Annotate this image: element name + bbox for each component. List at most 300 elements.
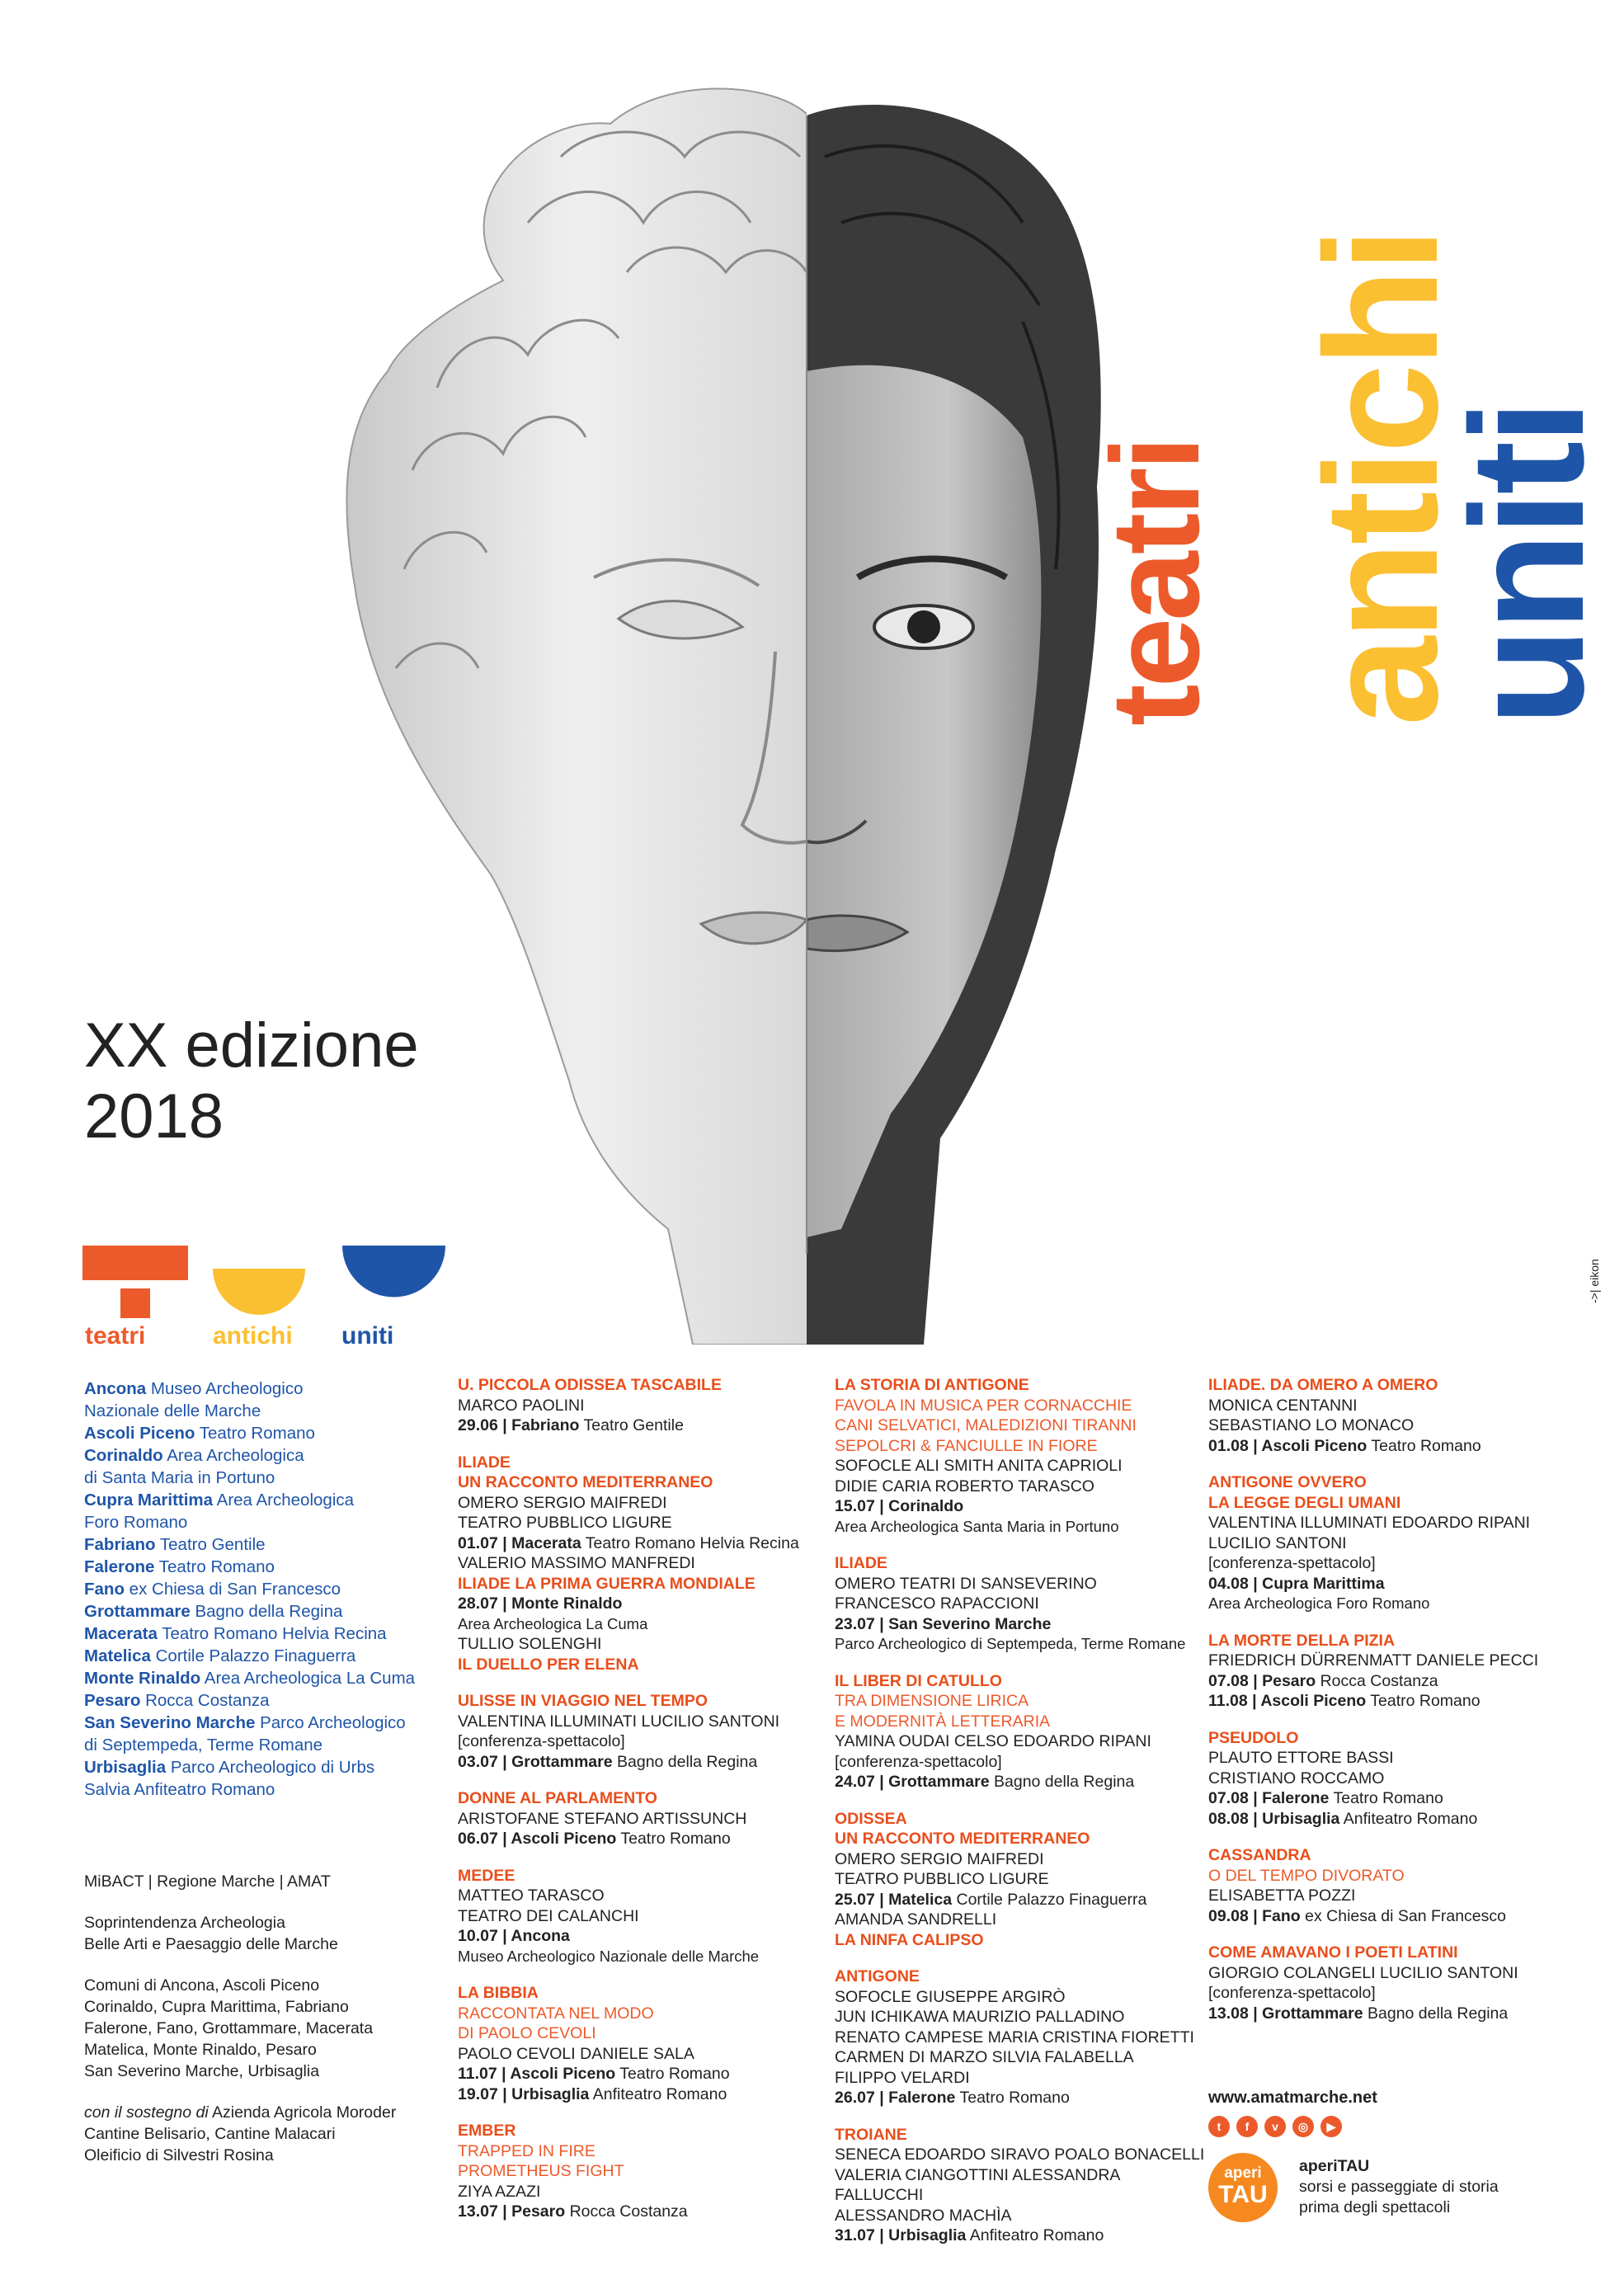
event-date: 31.07 bbox=[835, 2226, 875, 2244]
event-city: Grottammare bbox=[888, 1773, 990, 1791]
tau-logo-t-bar bbox=[82, 1246, 188, 1280]
program-column-2 bbox=[835, 1375, 1206, 2263]
event-credits: [conferenza-spettacolo] bbox=[1208, 1984, 1376, 2002]
venue-city: Macerata bbox=[84, 1624, 158, 1643]
title-word-uniti: uniti bbox=[1438, 403, 1617, 726]
event-venue: Teatro Romano bbox=[1333, 1789, 1443, 1807]
design-credit: ->| eikon bbox=[1588, 1259, 1601, 1303]
event-credits: SOFOCLE ALI SMITH ANITA CAPRIOLI bbox=[835, 1457, 1123, 1475]
event-date: 19.07 bbox=[458, 2084, 498, 2103]
soprintendenza-line: Soprintendenza Archeologia Belle Arti e Paesaggio delle Marche bbox=[84, 1914, 338, 1953]
statue-face-illustration bbox=[313, 58, 1138, 1345]
event-date: 01.08 bbox=[1208, 1436, 1249, 1455]
event-title: UN RACCONTO MEDITERRANEO bbox=[458, 1473, 713, 1491]
event-credits: OMERO TEATRI DI SANSEVERINO bbox=[835, 1574, 1097, 1593]
venue-line bbox=[84, 1533, 464, 1556]
event-entry bbox=[458, 1866, 821, 1967]
event-date: 13.07 bbox=[458, 2202, 498, 2221]
event-entry bbox=[458, 1788, 821, 1849]
partners-block bbox=[84, 1871, 464, 2186]
event-subtitle: TRA DIMENSIONE LIRICA bbox=[835, 1692, 1029, 1710]
event-credits: OMERO SERGIO MAIFREDI bbox=[458, 1493, 667, 1512]
event-date-line bbox=[1208, 1574, 1571, 1594]
venue-place: di Septempeda, Terme Romane bbox=[84, 1736, 323, 1755]
event-venue: Anfiteatro Romano bbox=[592, 2084, 727, 2103]
event-credits: MATTEO TARASCO bbox=[458, 1886, 605, 1905]
event-date-line bbox=[1208, 1788, 1571, 1809]
event-title: ANTIGONE bbox=[835, 1967, 920, 1985]
event-entry bbox=[458, 1453, 821, 1574]
venue-line bbox=[84, 1467, 464, 1489]
event-date-line bbox=[835, 1772, 1206, 1792]
event-credits: TEATRO PUBBLICO LIGURE bbox=[458, 1514, 672, 1532]
event-date: 23.07 bbox=[835, 1614, 875, 1633]
event-venue: Rocca Costanza bbox=[569, 2202, 688, 2221]
venue-line bbox=[84, 1778, 464, 1801]
event-date: 26.07 bbox=[835, 2089, 875, 2107]
event-entry bbox=[1208, 1943, 1571, 2023]
event-date-line bbox=[835, 2088, 1206, 2108]
event-subtitle: TRAPPED IN FIRE bbox=[458, 2141, 595, 2160]
event-entry bbox=[835, 1966, 1206, 2108]
event-date-line bbox=[835, 1496, 1206, 1517]
event-subtitle: FAVOLA IN MUSICA PER CORNACCHIE bbox=[835, 1396, 1132, 1415]
event-credits: MONICA CENTANNI bbox=[1208, 1396, 1358, 1415]
event-title: UN RACCONTO MEDITERRANEO bbox=[835, 1830, 1090, 1848]
event-title: CASSANDRA bbox=[1208, 1846, 1311, 1864]
event-credits: CRISTIANO ROCCAMO bbox=[1208, 1769, 1385, 1788]
event-venue-note: Area Archeologica La Cuma bbox=[458, 1614, 648, 1632]
venue-line bbox=[84, 1734, 464, 1756]
date-separator: | bbox=[874, 1614, 889, 1633]
social-icons bbox=[1208, 2116, 1588, 2137]
event-venue: Anfiteatro Romano bbox=[1343, 1809, 1478, 1828]
event-entry bbox=[835, 1809, 1206, 1930]
event-credits: PLAUTO ETTORE BASSI bbox=[1208, 1749, 1394, 1767]
event-title: IL LIBER DI CATULLO bbox=[835, 1671, 1002, 1690]
venue-place: Cortile Palazzo Finaguerra bbox=[155, 1646, 356, 1665]
event-credits: TEATRO PUBBLICO LIGURE bbox=[835, 1870, 1049, 1888]
venue-place: Bagno della Regina bbox=[195, 1602, 343, 1621]
venue-city: San Severino Marche bbox=[84, 1713, 256, 1732]
vimeo-icon[interactable]: v bbox=[1264, 2116, 1286, 2137]
logo-label-uniti: uniti bbox=[341, 1322, 394, 1349]
event-city: Fano bbox=[1262, 1906, 1301, 1925]
event-date-line bbox=[458, 1752, 821, 1773]
venue-place: ex Chiesa di San Francesco bbox=[129, 1580, 341, 1599]
event-title: IL DUELLO PER ELENA bbox=[458, 1655, 639, 1674]
event-credits: OMERO SERGIO MAIFREDI bbox=[835, 1849, 1044, 1868]
venue-line bbox=[84, 1689, 464, 1712]
date-separator: | bbox=[874, 2226, 889, 2244]
event-date-line bbox=[458, 1533, 821, 1554]
venue-place: Teatro Romano bbox=[199, 1424, 315, 1443]
event-title: DONNE AL PARLAMENTO bbox=[458, 1789, 657, 1807]
event-city: San Severino Marche bbox=[888, 1614, 1052, 1633]
event-subtitle: CANI SELVATICI, MALEDIZIONI TIRANNI bbox=[835, 1416, 1137, 1434]
event-credits: ZIYA AZAZI bbox=[458, 2182, 541, 2201]
event-date: 29.06 bbox=[458, 1416, 498, 1434]
event-title: ILIADE bbox=[835, 1554, 887, 1572]
event-date-line bbox=[835, 2226, 1206, 2246]
tau-logo-t-stem bbox=[120, 1288, 150, 1318]
sponsors-line: con il sostegno di Azienda Agricola Moroder Cantine Belisario, Cantine Malacari Oleificio di Silvestri Rosina bbox=[84, 2103, 397, 2164]
event-entry bbox=[1208, 1375, 1571, 1456]
event-entry bbox=[1208, 1728, 1571, 1830]
venue-line bbox=[84, 1378, 464, 1400]
event-credits: GIORGIO COLANGELI LUCILIO SANTONI bbox=[1208, 1963, 1518, 1982]
venue-city: Grottammare bbox=[84, 1602, 191, 1621]
event-title: LA LEGGE DEGLI UMANI bbox=[1208, 1493, 1401, 1512]
event-credits: SOFOCLE GIUSEPPE ARGIRÒ bbox=[835, 1987, 1066, 2006]
venue-place: Parco Archeologico bbox=[260, 1713, 406, 1732]
event-credits: JUN ICHIKAWA MAURIZIO PALLADINO bbox=[835, 2008, 1125, 2026]
aperitau-text: aperiTAU sorsi e passeggiate di storia prima degli spettacoli bbox=[1299, 2157, 1499, 2216]
event-city: Cupra Marittima bbox=[1262, 1574, 1385, 1593]
event-venue: Bagno della Regina bbox=[1367, 2004, 1509, 2023]
edition-heading bbox=[84, 1010, 419, 1152]
event-city: Urbisaglia bbox=[1262, 1809, 1340, 1828]
event-date: 10.07 bbox=[458, 1927, 498, 1945]
event-date-line bbox=[458, 2064, 821, 2084]
edition-year: 2018 bbox=[84, 1081, 224, 1152]
event-date: 09.08 bbox=[1208, 1906, 1249, 1925]
event-entry bbox=[835, 1375, 1206, 1537]
event-credits: ELISABETTA POZZI bbox=[1208, 1886, 1356, 1905]
venue-city: Matelica bbox=[84, 1646, 151, 1665]
event-entry bbox=[835, 1671, 1206, 1792]
human-half bbox=[807, 105, 1101, 1345]
event-date: 07.08 bbox=[1208, 1671, 1249, 1690]
event-date-line bbox=[458, 1594, 821, 1614]
event-city: Urbisaglia bbox=[511, 2084, 590, 2103]
event-title: MEDEE bbox=[458, 1866, 515, 1885]
institutions-line: MiBACT | Regione Marche | AMAT bbox=[84, 1872, 331, 1891]
event-venue-note: Museo Archeologico Nazionale delle Marche bbox=[458, 1947, 760, 1965]
event-title: COME AMAVANO I POETI LATINI bbox=[1208, 1943, 1458, 1962]
event-city: Monte Rinaldo bbox=[511, 1594, 623, 1613]
event-venue: Teatro Romano bbox=[1371, 1436, 1481, 1455]
venue-city: Fano bbox=[84, 1580, 125, 1599]
event-subtitle: O DEL TEMPO DIVORATO bbox=[1208, 1866, 1405, 1885]
event-title: ULISSE IN VIAGGIO NEL TEMPO bbox=[458, 1692, 708, 1710]
event-credits: TEATRO DEI CALANCHI bbox=[458, 1906, 639, 1925]
event-city: Corinaldo bbox=[888, 1497, 964, 1515]
date-separator: | bbox=[497, 2065, 511, 2083]
date-separator: | bbox=[497, 1927, 511, 1945]
event-title: LA NINFA CALIPSO bbox=[835, 1930, 984, 1949]
date-separator: | bbox=[1248, 1906, 1263, 1925]
event-venue-note: Area Archeologica Santa Maria in Portuno bbox=[835, 1517, 1119, 1535]
tau-logo-u-shape bbox=[342, 1246, 445, 1298]
event-credits: YAMINA OUDAI CELSO EDOARDO RIPANI bbox=[835, 1732, 1151, 1750]
event-date: 25.07 bbox=[835, 1890, 875, 1909]
event-date-line bbox=[1208, 2004, 1571, 2024]
venue-place: Salvia Anfiteatro Romano bbox=[84, 1780, 275, 1799]
twitter-icon[interactable]: t bbox=[1208, 2116, 1230, 2137]
event-credits: SENECA EDOARDO SIRAVO POALO BONACELLI bbox=[835, 2145, 1205, 2164]
venue-line bbox=[84, 1623, 464, 1645]
event-date: 08.08 bbox=[1208, 1809, 1249, 1828]
event-entry bbox=[458, 1983, 821, 2104]
venue-place: Museo Archeologico bbox=[150, 1379, 304, 1398]
event-date-line bbox=[1208, 1671, 1571, 1692]
event-date-line bbox=[458, 1415, 821, 1436]
event-title: ODISSEA bbox=[835, 1809, 907, 1828]
event-date-line bbox=[458, 2084, 821, 2105]
website-link[interactable]: www.amatmarche.net bbox=[1208, 2089, 1377, 2107]
event-date: 01.07 bbox=[458, 1533, 498, 1552]
event-title: EMBER bbox=[458, 2122, 516, 2140]
event-date-line bbox=[458, 1829, 821, 1849]
event-venue: Teatro Romano bbox=[620, 1830, 731, 1848]
event-venue: Teatro Romano bbox=[619, 2065, 730, 2083]
event-subtitle: PROMETHEUS FIGHT bbox=[458, 2162, 624, 2180]
event-title: LA BIBBIA bbox=[458, 1984, 539, 2002]
event-venue: Teatro Romano bbox=[959, 2089, 1070, 2107]
event-credits: RENATO CAMPESE MARIA CRISTINA FIORETTI bbox=[835, 2028, 1194, 2047]
date-separator: | bbox=[497, 1594, 512, 1613]
event-entry bbox=[1208, 1845, 1571, 1926]
date-separator: | bbox=[1248, 1789, 1263, 1807]
date-separator: | bbox=[497, 1752, 512, 1771]
event-city: Ascoli Piceno bbox=[511, 1830, 617, 1848]
event-city: Falerone bbox=[888, 2089, 956, 2107]
venue-city: Pesaro bbox=[84, 1691, 141, 1710]
event-venue-note: Area Archeologica Foro Romano bbox=[1208, 1594, 1430, 1612]
event-credits: TULLIO SOLENGHI bbox=[458, 1635, 602, 1653]
event-entry bbox=[458, 1375, 821, 1436]
event-city: Pesaro bbox=[511, 2202, 566, 2221]
event-venue: Bagno della Regina bbox=[617, 1752, 758, 1771]
program-column-3 bbox=[1208, 1375, 1571, 2040]
venue-place: Teatro Romano bbox=[158, 1557, 275, 1576]
event-title: PSEUDOLO bbox=[1208, 1728, 1299, 1747]
event-date: 11.07 bbox=[458, 2065, 497, 2083]
event-city: Grottammare bbox=[1262, 2004, 1363, 2023]
date-separator: | bbox=[1247, 1692, 1261, 1710]
event-date: 13.08 bbox=[1208, 2004, 1249, 2023]
event-entry bbox=[458, 1574, 821, 1655]
event-venue: ex Chiesa di San Francesco bbox=[1305, 1906, 1506, 1925]
event-date: 15.07 bbox=[835, 1497, 875, 1515]
facebook-icon[interactable]: f bbox=[1236, 2116, 1258, 2137]
event-city: Matelica bbox=[888, 1890, 953, 1909]
event-subtitle: DI PAOLO CEVOLI bbox=[458, 2024, 596, 2042]
venue-city: Monte Rinaldo bbox=[84, 1669, 201, 1688]
event-credits: [conferenza-spettacolo] bbox=[835, 1752, 1002, 1771]
event-subtitle: SEPOLCRI & FANCIULLE IN FIORE bbox=[835, 1436, 1098, 1455]
event-entry bbox=[458, 1655, 821, 1675]
event-credits: VALERIA CIANGOTTINI ALESSANDRA FALLUCCHI bbox=[835, 2165, 1120, 2204]
event-date-line bbox=[1208, 1906, 1571, 1927]
event-date-line bbox=[1208, 1691, 1571, 1712]
date-separator: | bbox=[1248, 1436, 1262, 1455]
venue-line bbox=[84, 1511, 464, 1533]
event-city: Ascoli Piceno bbox=[510, 2065, 616, 2083]
event-venue: Anfiteatro Romano bbox=[969, 2226, 1104, 2244]
venue-line bbox=[84, 1444, 464, 1467]
date-separator: | bbox=[1248, 2004, 1263, 2023]
event-venue: Teatro Romano Helvia Recina bbox=[585, 1533, 799, 1552]
event-venue: Teatro Gentile bbox=[583, 1416, 684, 1434]
event-entry bbox=[835, 1553, 1206, 1655]
event-venue: Rocca Costanza bbox=[1320, 1671, 1438, 1690]
event-date: 24.07 bbox=[835, 1773, 875, 1791]
event-title: ILIADE LA PRIMA GUERRA MONDIALE bbox=[458, 1574, 756, 1593]
event-credits: [conferenza-spettacolo] bbox=[1208, 1554, 1376, 1572]
event-city: Fabriano bbox=[511, 1416, 580, 1434]
event-entry bbox=[1208, 1472, 1571, 1614]
event-credits: ALESSANDRO MACHÌA bbox=[835, 2206, 1012, 2225]
event-subtitle: E MODERNITÀ LETTERARIA bbox=[835, 1712, 1051, 1731]
event-credits: MARCO PAOLINI bbox=[458, 1396, 585, 1415]
venues-list bbox=[84, 1378, 464, 1801]
event-date: 11.08 bbox=[1208, 1692, 1248, 1710]
event-entry bbox=[835, 2125, 1206, 2246]
date-separator: | bbox=[497, 1416, 512, 1434]
venue-city: Corinaldo bbox=[84, 1446, 163, 1465]
event-credits: FRANCESCO RAPACCIONI bbox=[835, 1594, 1039, 1613]
event-title: TROIANE bbox=[835, 2125, 907, 2144]
venue-line bbox=[84, 1556, 464, 1578]
venue-city: Cupra Marittima bbox=[84, 1491, 214, 1510]
date-separator: | bbox=[874, 1890, 889, 1909]
event-credits: AMANDA SANDRELLI bbox=[835, 1910, 997, 1929]
event-credits: CARMEN DI MARZO SILVIA FALABELLA bbox=[835, 2048, 1134, 2066]
event-date-line bbox=[835, 1890, 1206, 1910]
date-separator: | bbox=[497, 1533, 512, 1552]
venue-line bbox=[84, 1422, 464, 1444]
venue-line bbox=[84, 1645, 464, 1667]
event-city: Macerata bbox=[511, 1533, 581, 1552]
title-word-teatri: teatri bbox=[1085, 439, 1226, 726]
event-date: 28.07 bbox=[458, 1594, 498, 1613]
event-venue: Teatro Romano bbox=[1370, 1692, 1480, 1710]
date-separator: | bbox=[497, 2084, 512, 2103]
event-title: ILIADE bbox=[458, 1453, 511, 1472]
title-word-antichi: antichi bbox=[1292, 230, 1471, 726]
event-credits: ARISTOFANE STEFANO ARTISSUNCH bbox=[458, 1809, 747, 1828]
event-credits: FRIEDRICH DÜRRENMATT DANIELE PECCI bbox=[1208, 1651, 1539, 1670]
event-venue-note: Parco Archeologico di Septempeda, Terme Romane bbox=[835, 1635, 1186, 1652]
date-separator: | bbox=[1248, 1809, 1263, 1828]
event-title: ANTIGONE OVVERO bbox=[1208, 1473, 1367, 1491]
event-title: ILIADE. DA OMERO A OMERO bbox=[1208, 1376, 1438, 1394]
venue-place: Foro Romano bbox=[84, 1513, 188, 1532]
date-separator: | bbox=[874, 1773, 889, 1791]
event-city: Ascoli Piceno bbox=[1261, 1436, 1367, 1455]
logo-label-antichi: antichi bbox=[213, 1322, 293, 1349]
event-title: U. PICCOLA ODISSEA TASCABILE bbox=[458, 1376, 722, 1394]
event-subtitle: RACCONTATA NEL MODO bbox=[458, 2004, 654, 2023]
venue-city: Ascoli Piceno bbox=[84, 1424, 195, 1443]
event-credits: [conferenza-spettacolo] bbox=[458, 1732, 625, 1750]
event-date-line bbox=[458, 1926, 821, 1947]
event-city: Pesaro bbox=[1262, 1671, 1316, 1690]
venue-place: Teatro Gentile bbox=[159, 1535, 266, 1554]
date-separator: | bbox=[1248, 1671, 1263, 1690]
aperitau-badge: aperi TAU bbox=[1208, 2153, 1278, 2222]
event-entry bbox=[835, 1930, 1206, 1951]
event-entry bbox=[458, 2121, 821, 2222]
event-venue: Bagno della Regina bbox=[994, 1773, 1135, 1791]
event-credits: FILIPPO VELARDI bbox=[835, 2068, 970, 2087]
venue-place: Area Archeologica bbox=[216, 1491, 355, 1510]
date-separator: | bbox=[874, 2089, 889, 2107]
event-credits: VALENTINA ILLUMINATI LUCILIO SANTONI bbox=[458, 1712, 780, 1731]
date-separator: | bbox=[1248, 1574, 1263, 1593]
venue-place: Rocca Costanza bbox=[145, 1691, 270, 1710]
event-date-line bbox=[1208, 1809, 1571, 1830]
contact-block bbox=[1208, 2089, 1588, 2137]
event-title: LA MORTE DELLA PIZIA bbox=[1208, 1631, 1396, 1650]
venue-place: Area Archeologica bbox=[167, 1446, 304, 1465]
youtube-icon[interactable]: ▶ bbox=[1320, 2116, 1342, 2137]
venue-place: Teatro Romano Helvia Recina bbox=[162, 1624, 387, 1643]
event-date-line bbox=[458, 2202, 821, 2222]
venue-line bbox=[84, 1600, 464, 1623]
venue-line bbox=[84, 1756, 464, 1778]
event-venue: Cortile Palazzo Finaguerra bbox=[956, 1890, 1147, 1909]
event-city: Urbisaglia bbox=[888, 2226, 967, 2244]
event-credits: LUCILIO SANTONI bbox=[1208, 1533, 1347, 1552]
event-credits: PAOLO CEVOLI DANIELE SALA bbox=[458, 2044, 694, 2063]
venue-line bbox=[84, 1489, 464, 1511]
program-column-1 bbox=[458, 1375, 821, 2239]
event-credits: DIDIE CARIA ROBERTO TARASCO bbox=[835, 1477, 1094, 1495]
event-entry bbox=[458, 1691, 821, 1772]
venue-place: di Santa Maria in Portuno bbox=[84, 1468, 275, 1487]
event-date: 07.08 bbox=[1208, 1789, 1249, 1807]
event-credits: SEBASTIANO LO MONACO bbox=[1208, 1416, 1415, 1434]
venue-line bbox=[84, 1578, 464, 1600]
venue-city: Urbisaglia bbox=[84, 1758, 167, 1777]
venue-place: Nazionale delle Marche bbox=[84, 1401, 261, 1420]
venue-place: Parco Archeologico di Urbs bbox=[170, 1758, 375, 1777]
logo-label-teatri: teatri bbox=[85, 1322, 146, 1349]
event-date: 03.07 bbox=[458, 1752, 498, 1771]
event-entry bbox=[1208, 1631, 1571, 1712]
statue-half bbox=[346, 89, 808, 1345]
event-credits: VALERIO MASSIMO MANFREDI bbox=[458, 1554, 695, 1572]
event-date-line bbox=[835, 1614, 1206, 1635]
date-separator: | bbox=[497, 2202, 512, 2221]
venue-city: Ancona bbox=[84, 1379, 147, 1398]
aperitau-block bbox=[1208, 2153, 1604, 2235]
event-credits: VALENTINA ILLUMINATI EDOARDO RIPANI bbox=[1208, 1514, 1531, 1532]
edition-line: XX edizione bbox=[84, 1010, 419, 1081]
venue-city: Falerone bbox=[84, 1557, 155, 1576]
comuni-line: Comuni di Ancona, Ascoli Piceno Corinaldo, Cupra Marittima, Fabriano Falerone, Fano, Grottammare, Macerata Matelica, Monte Rinaldo, Pesaro San Severino Marche, Urbisaglia bbox=[84, 1976, 374, 2080]
venue-place: Area Archeologica La Cuma bbox=[204, 1669, 416, 1688]
venue-line bbox=[84, 1667, 464, 1689]
venue-line bbox=[84, 1400, 464, 1422]
venue-line bbox=[84, 1712, 464, 1734]
event-city: Falerone bbox=[1262, 1789, 1330, 1807]
event-city: Grottammare bbox=[511, 1752, 613, 1771]
instagram-icon[interactable]: ◎ bbox=[1292, 2116, 1314, 2137]
event-date: 04.08 bbox=[1208, 1574, 1249, 1593]
tau-logo-a-shape bbox=[213, 1269, 305, 1315]
event-date: 06.07 bbox=[458, 1830, 498, 1848]
event-title: LA STORIA DI ANTIGONE bbox=[835, 1376, 1029, 1394]
event-date-line bbox=[1208, 1436, 1571, 1457]
date-separator: | bbox=[874, 1497, 889, 1515]
venue-city: Fabriano bbox=[84, 1535, 156, 1554]
event-city: Ancona bbox=[511, 1927, 570, 1945]
event-city: Ascoli Piceno bbox=[1260, 1692, 1367, 1710]
